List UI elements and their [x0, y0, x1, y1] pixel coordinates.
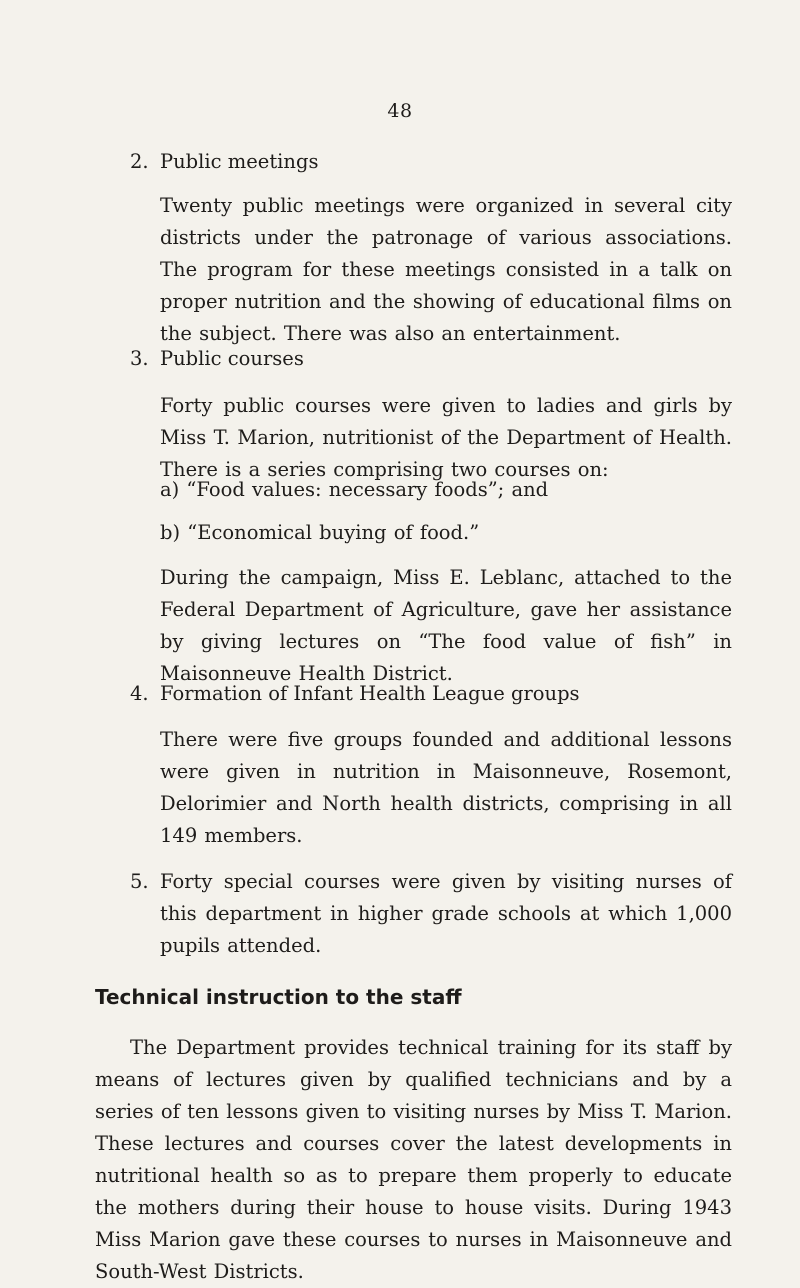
- section-4-number: 4.: [130, 682, 149, 705]
- section-4-paragraph: There were five groups founded and additional lessons were given in nutrition in Maisonneuve, Rosemont, Delorimier and North health districts, comprising in all 149 members.: [160, 728, 732, 847]
- section-2-heading: [130, 146, 318, 178]
- section-5-heading: [130, 866, 160, 898]
- section-3-title: Public courses: [160, 347, 304, 370]
- section-3-number: 3.: [130, 347, 149, 370]
- section-3-item-b: b) “Economical buying of food.”: [160, 521, 480, 544]
- section-2-number: 2.: [130, 150, 149, 173]
- section-3-paragraph-2: During the campaign, Miss E. Leblanc, attached to the Federal Department of Agriculture, gave her assistance by giving lectures on “The food value of fish” in Maisonneuve Health District.: [160, 566, 732, 685]
- section-5-number: 5.: [130, 870, 149, 893]
- technical-heading: Technical instruction to the staff: [95, 985, 462, 1009]
- section-5-paragraph: Forty special courses were given by visiting nurses of this department in higher grade schools at which 1,000 pupils attended.: [160, 870, 732, 957]
- section-3-paragraph: Forty public courses were given to ladies and girls by Miss T. Marion, nutritionist of the Department of Health. There is a series comprising two courses on:: [160, 394, 732, 481]
- section-3-item-a: a) “Food values: necessary foods”; and: [160, 478, 549, 501]
- page-number: 48: [387, 100, 413, 122]
- section-2-paragraph: Twenty public meetings were organized in several city districts under the patronage of various associations. The program for these meetings consisted in a talk on proper nutrition and the showing of educational films on the subject. There was also an entertainment.: [160, 194, 732, 345]
- section-3-heading: [130, 343, 304, 375]
- section-4-heading: [130, 678, 580, 710]
- section-4-title: Formation of Infant Health League groups: [160, 682, 580, 705]
- section-2-title: Public meetings: [160, 150, 319, 173]
- technical-paragraph: The Department provides technical training for its staff by means of lectures given by qualified technicians and by a series of ten lessons given to visiting nurses by Miss T. Marion. These lectures and courses cover the latest developments in nutritional health so as to prepare them properly to educate the mothers during their house to house visits. During 1943 Miss Marion gave these courses to nurses in Maisonneuve and South-West Districts.: [95, 1036, 732, 1283]
